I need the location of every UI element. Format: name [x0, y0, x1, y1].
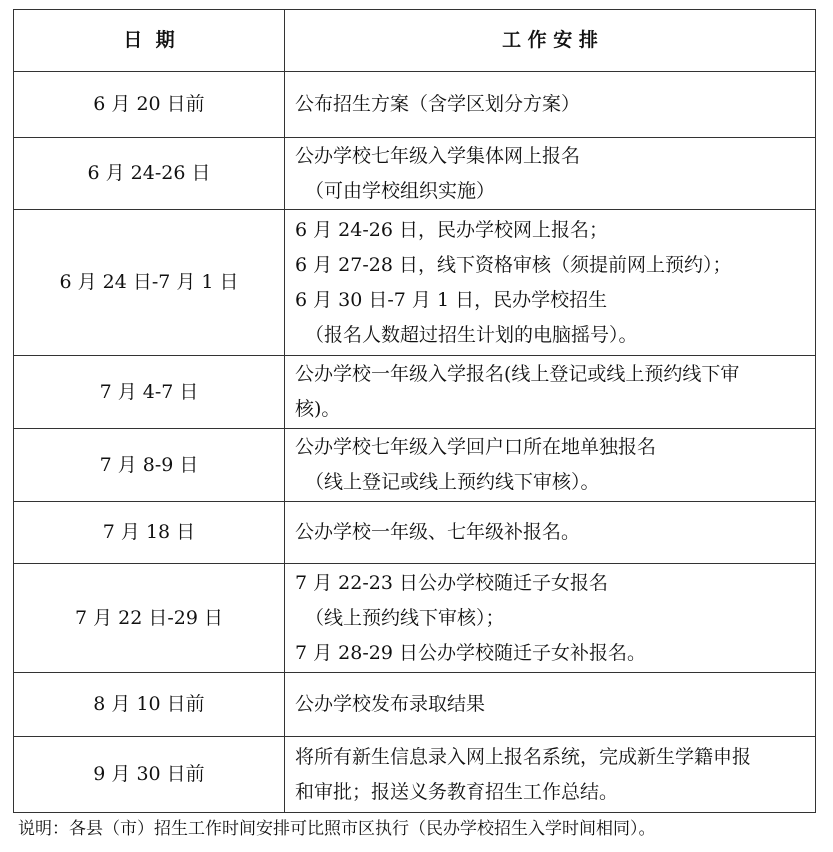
footnote: 说明：各县（市）招生工作时间安排可比照市区执行（民办学校招生入学时间相同）。 — [18, 819, 656, 839]
task-cell — [285, 564, 816, 673]
date-cell: 7 月 22 日-29 日 — [14, 564, 285, 673]
table-row — [14, 356, 816, 429]
table-row — [14, 210, 816, 356]
task-line: 公布招生方案（含学区划分方案） — [295, 93, 581, 115]
table-row — [14, 72, 816, 138]
task-cell — [285, 502, 816, 564]
table-row — [14, 737, 816, 813]
task-line: 将所有新生信息录入网上报名系统，完成新生学籍申报 — [295, 745, 752, 768]
task-cell — [285, 210, 816, 356]
task-line: 公办学校一年级入学报名(线上登记或线上预约线下审 — [295, 363, 740, 385]
task-line: 6 月 27-28 日，线下资格审核（须提前网上预约）； — [295, 253, 732, 276]
task-line: （可由学校组织实施） — [305, 179, 496, 202]
date-cell: 9 月 30 日前 — [14, 737, 285, 813]
date-column-header: 日 期 — [14, 10, 285, 72]
task-cell — [285, 429, 816, 502]
task-line: （线上预约线下审核）； — [305, 606, 505, 629]
enrollment-schedule-table — [13, 9, 816, 813]
table-row — [14, 429, 816, 502]
table-row — [14, 502, 816, 564]
task-line: 公办学校一年级、七年级补报名。 — [295, 521, 581, 543]
table-header-row — [14, 10, 816, 72]
date-cell: 6 月 20 日前 — [14, 72, 285, 138]
task-line: 核)。 — [295, 398, 341, 420]
task-line: （报名人数超过招生计划的电脑摇号）。 — [305, 323, 638, 346]
task-cell — [285, 356, 816, 429]
table-row — [14, 673, 816, 737]
task-line: （线上登记或线上预约线下审核）。 — [305, 471, 600, 493]
task-line: 公办学校七年级入学集体网上报名 — [295, 144, 581, 167]
task-cell — [285, 72, 816, 138]
task-cell — [285, 737, 816, 813]
task-line: 公办学校发布录取结果 — [295, 693, 486, 715]
date-cell: 8 月 10 日前 — [14, 673, 285, 737]
task-column-header: 工 作 安 排 — [285, 10, 816, 72]
date-cell: 7 月 18 日 — [14, 502, 285, 564]
task-line: 6 月 24-26 日，民办学校网上报名； — [295, 218, 608, 241]
date-cell: 7 月 4-7 日 — [14, 356, 285, 429]
task-line: 7 月 28-29 日公办学校随迁子女补报名。 — [295, 641, 646, 664]
task-cell — [285, 673, 816, 737]
table-row — [14, 138, 816, 210]
task-line: 和审批；报送义务教育招生工作总结。 — [295, 780, 619, 803]
date-cell: 6 月 24-26 日 — [14, 138, 285, 210]
date-cell: 7 月 8-9 日 — [14, 429, 285, 502]
table-row — [14, 564, 816, 673]
task-line: 公办学校七年级入学回户口所在地单独报名 — [295, 436, 657, 458]
task-cell — [285, 138, 816, 210]
date-cell: 6 月 24 日-7 月 1 日 — [14, 210, 285, 356]
task-line: 7 月 22-23 日公办学校随迁子女报名 — [295, 571, 608, 594]
task-line: 6 月 30 日-7 月 1 日，民办学校招生 — [295, 288, 608, 311]
